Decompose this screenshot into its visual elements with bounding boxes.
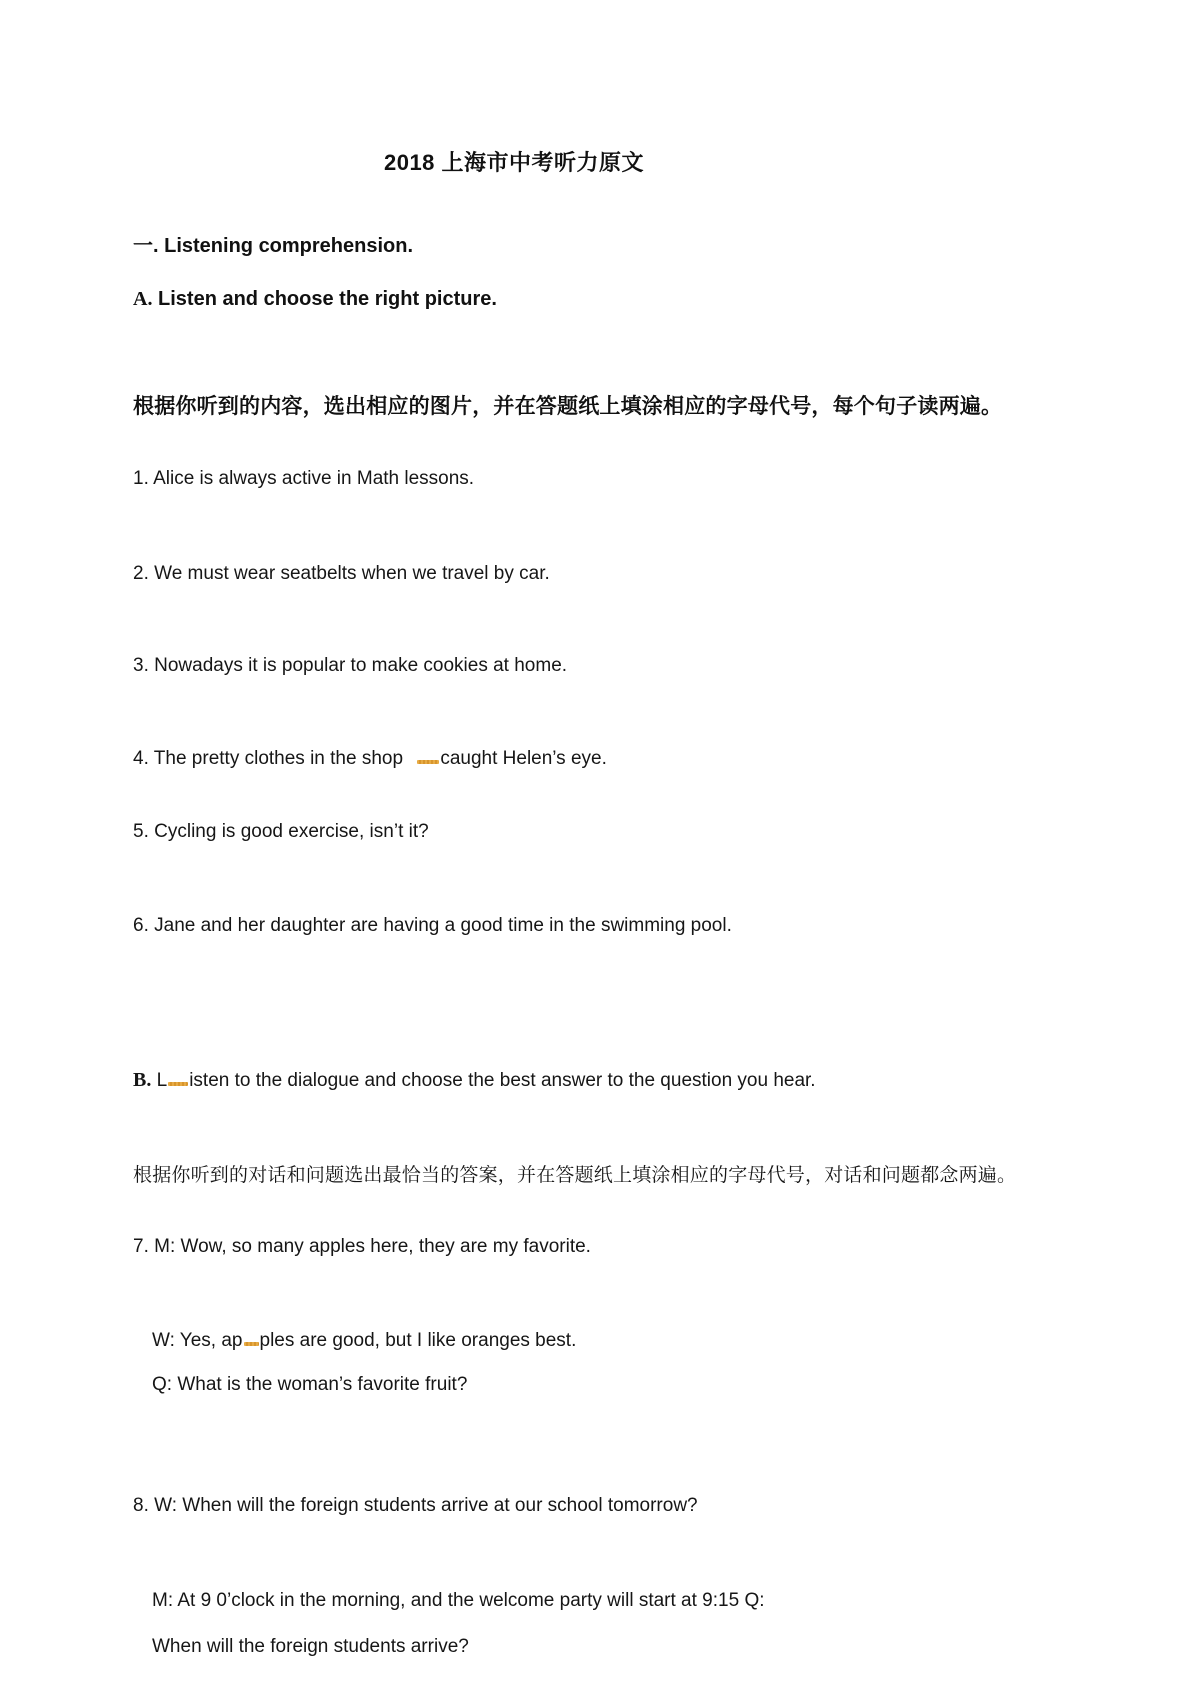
part-a-label: Listen and choose the right picture. — [152, 288, 497, 310]
item-6: 6. Jane and her daughter are having a good time in the swimming pool. — [133, 915, 732, 936]
part-b-label-after: isten to the dialogue and choose the best answer to the question you hear. — [189, 1070, 816, 1091]
page-title: 2018 上海市中考听力原文 — [383, 150, 645, 175]
part-a-instructions: 根据你听到的内容，选出相应的图片，并在答题纸上填涂相应的字母代号，每个句子读两遍。 — [133, 395, 1003, 418]
section-label: Listening comprehension. — [158, 235, 414, 257]
dialog-7-woman-before: W: Yes, ap — [152, 1330, 243, 1351]
dialog-8-question-line: When will the foreign students arrive? — [152, 1636, 469, 1657]
item-2: 2. We must wear seatbelts when we travel by car. — [133, 563, 550, 584]
part-a-letter: A. — [133, 288, 153, 310]
item-4-text-before: 4. The pretty clothes in the shop — [133, 748, 409, 769]
dialog-7-woman-line — [152, 1329, 576, 1354]
item-3: 3. Nowadays it is popular to make cookies at home. — [133, 655, 568, 676]
highlight-underline-mark — [244, 1342, 259, 1346]
item-4 — [133, 747, 607, 772]
dialog-7-question-line: Q: What is the woman’s favorite fruit? — [152, 1374, 468, 1395]
part-b-label-before: L — [151, 1070, 168, 1091]
part-b-heading — [133, 1067, 816, 1094]
dialog-7-woman-after: ples are good, but I like oranges best. — [259, 1330, 577, 1351]
item-1: 1. Alice is always active in Math lessons. — [133, 468, 475, 489]
item-5: 5. Cycling is good exercise, isn’t it? — [133, 821, 429, 842]
part-a-heading — [133, 286, 497, 312]
part-b-letter: B. — [133, 1069, 152, 1091]
dialog-8-woman-line: 8. W: When will the foreign students arrive at our school tomorrow? — [133, 1495, 698, 1516]
highlight-underline-mark — [168, 1082, 188, 1086]
highlight-underline-mark — [417, 760, 439, 764]
section-number: 一. — [133, 235, 159, 257]
dialog-8-man-line: M: At 9 0’clock in the morning, and the welcome party will start at 9:15 Q: — [152, 1590, 765, 1611]
section-heading-listening — [133, 233, 413, 259]
item-4-text-after: caught Helen’s eye. — [440, 748, 607, 769]
dialog-7-man-line: 7. M: Wow, so many apples here, they are my favorite. — [133, 1236, 591, 1257]
part-b-instructions: 根据你听到的对话和问题选出最恰当的答案，并在答题纸上填涂相应的字母代号，对话和问题都念两遍。 — [133, 1165, 1017, 1186]
